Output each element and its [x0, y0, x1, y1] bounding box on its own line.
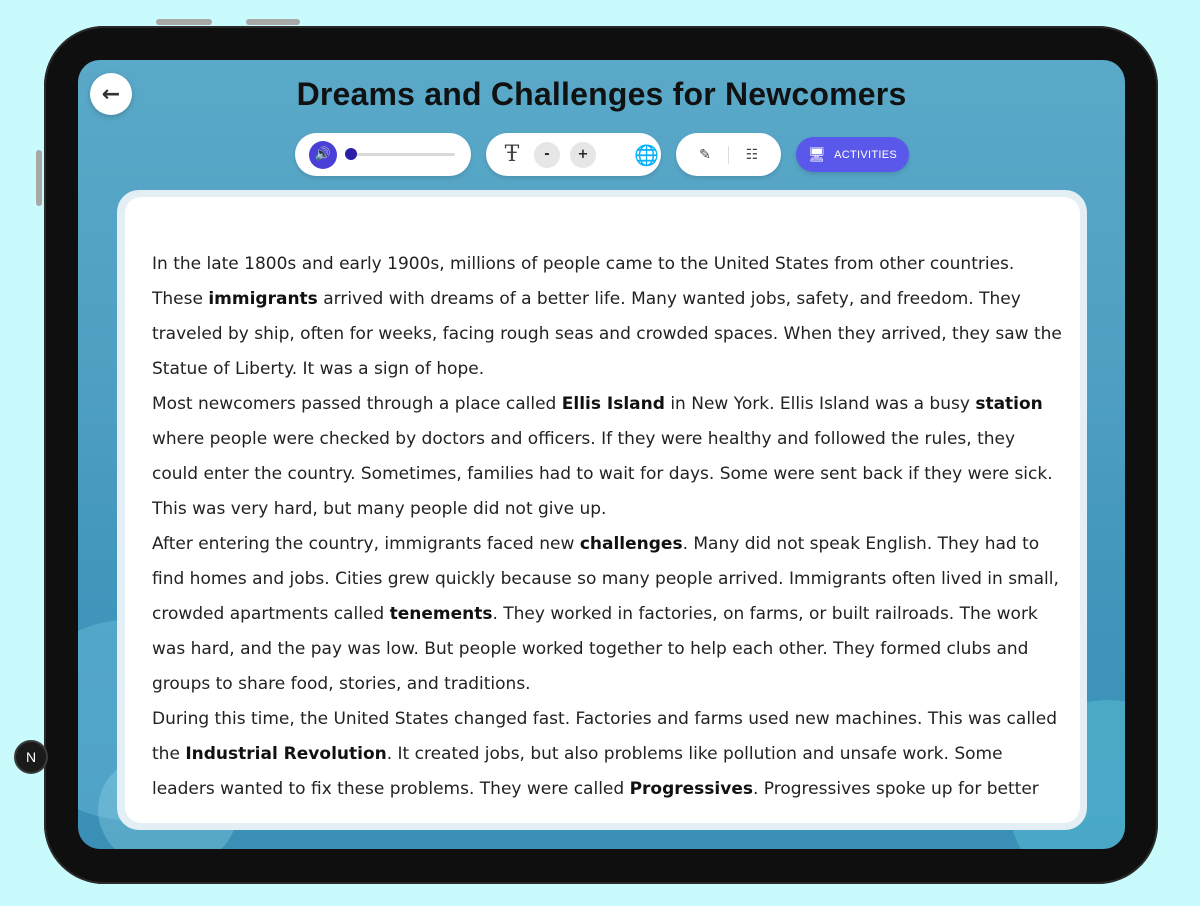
- story-text-segment: . It created jobs, but also problems like pollution and unsafe work. Some leaders wanted to fix these problems. They were called: [152, 744, 1003, 799]
- volume-up-hardware-button: [156, 19, 212, 25]
- increase-font-button[interactable]: +: [570, 142, 596, 168]
- vocabulary-word[interactable]: challenges: [579, 534, 683, 554]
- story-paragraph: [152, 527, 1062, 702]
- story-text-segment: . They worked in factories, on farms, or built railroads. The work was hard, and the pay was low. But people worked together to help each other. They formed clubs and groups to share food, stories, and traditions.: [152, 604, 1038, 694]
- vocabulary-word[interactable]: Ellis Island: [561, 394, 665, 414]
- story-card[interactable]: [125, 197, 1080, 823]
- vocabulary-word[interactable]: tenements: [389, 604, 493, 624]
- story-paragraph: [152, 702, 1062, 807]
- monitor-icon: 🖥: [808, 146, 827, 162]
- story-text-segment: . Many did not speak English. They had to find homes and jobs. Cities grew quickly because so many people arrived. Immigrants often lived in small, crowded apartments called: [152, 534, 1059, 624]
- list-icon[interactable]: ☷: [745, 146, 759, 163]
- reading-tools: [676, 133, 781, 176]
- story-text-segment: arrived with dreams of a better life. Many wanted jobs, safety, and freedom. They traveled by ship, often for weeks, facing rough seas and crowded spaces. When they arrived, they saw the Statue of Liberty. It was a sign of hope.: [152, 289, 1062, 379]
- font-controls: [486, 133, 661, 176]
- vocabulary-word[interactable]: immigrants: [208, 289, 318, 309]
- story-text-segment: . Progressives spoke up for better: [752, 779, 1039, 799]
- story-text-segment: in New York. Ellis Island was a busy: [664, 394, 976, 414]
- activities-label: ACTIVITIES: [834, 148, 897, 161]
- volume-down-hardware-button: [246, 19, 300, 25]
- story-text-segment: Most newcomers passed through a place called: [152, 394, 562, 414]
- vocabulary-word[interactable]: Progressives: [629, 779, 753, 799]
- audio-progress-slider[interactable]: [347, 153, 455, 156]
- vocabulary-word[interactable]: station: [975, 394, 1043, 414]
- story-text-segment: where people were checked by doctors and officers. If they were healthy and followed the rules, they could enter the country. Sometimes, families had to wait for days. Some were sent back if they were sick. This was very hard, but many people did not give up.: [152, 429, 1053, 519]
- tools-divider: [728, 146, 729, 164]
- globe-icon[interactable]: 🌐: [634, 142, 659, 167]
- app-badge[interactable]: N: [14, 740, 48, 774]
- page-title: Dreams and Challenges for Newcomers: [296, 76, 907, 112]
- text-size-icon: Ŧ: [504, 142, 520, 167]
- pencil-icon[interactable]: ✎: [699, 146, 711, 163]
- audio-progress-handle[interactable]: [345, 148, 357, 160]
- story-paragraph: [152, 387, 1062, 527]
- vocabulary-word[interactable]: Industrial Revolution: [185, 744, 387, 764]
- arrow-left-icon: ←: [101, 81, 121, 107]
- story-text: [152, 247, 1062, 807]
- activities-button[interactable]: [796, 137, 909, 172]
- speaker-icon[interactable]: 🔊: [309, 141, 337, 169]
- decrease-font-button[interactable]: -: [534, 142, 560, 168]
- power-hardware-button: [36, 150, 42, 206]
- reader-screen: [78, 60, 1125, 849]
- story-paragraph: [152, 247, 1062, 387]
- story-text-segment: After entering the country, immigrants faced new: [152, 534, 580, 554]
- story-text-segment: During this time, the United States changed fast. Factories and farms used new machines. This was called the: [152, 709, 1058, 764]
- story-text-segment: In the late 1800s and early 1900s, millions of people came to the United States from other countries. These: [152, 254, 1015, 309]
- audio-player: [295, 133, 471, 176]
